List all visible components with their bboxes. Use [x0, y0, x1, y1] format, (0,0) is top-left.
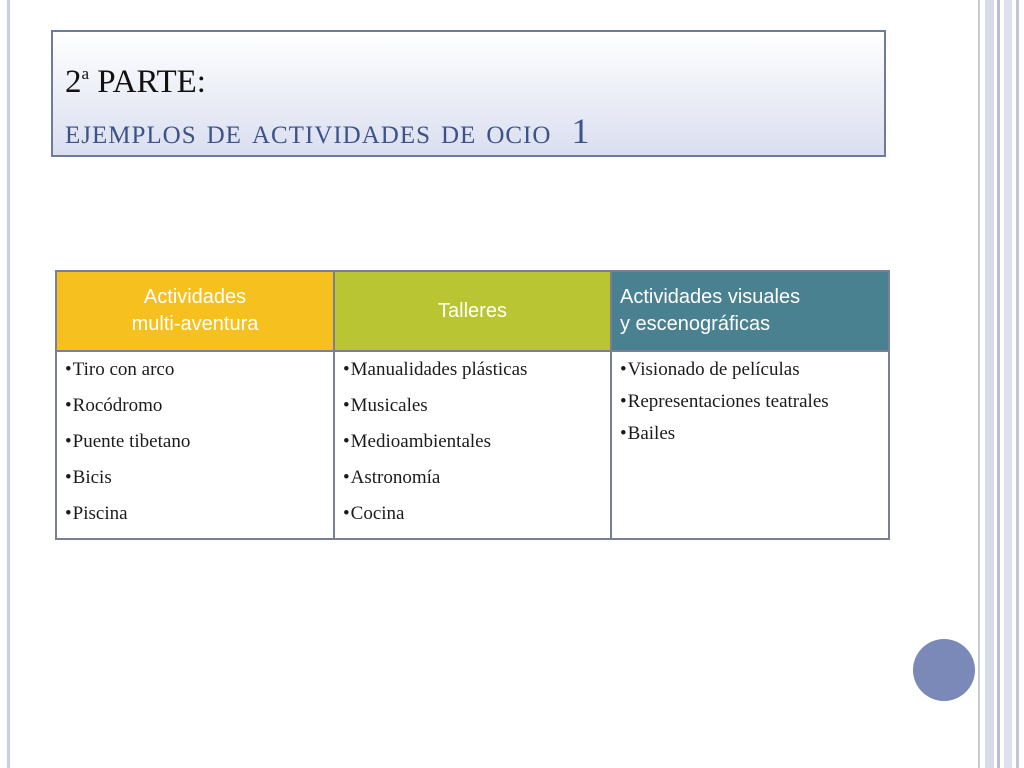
list-item: • Musicales [343, 394, 605, 418]
slide-subtitle [65, 110, 590, 152]
cell-multi-aventura [56, 351, 334, 539]
stripe [997, 0, 1000, 768]
header-line: Talleres [438, 299, 507, 322]
list-item: • Piscina [65, 502, 328, 526]
slide-title-box [51, 30, 886, 157]
header-line: y escenográficas [620, 313, 771, 335]
cell-visuales [611, 351, 889, 539]
list-item: • Bailes [620, 422, 883, 446]
cell-talleres [334, 351, 611, 539]
header-visuales [611, 271, 889, 351]
list-item: • Manualidades plásticas [343, 358, 605, 382]
stripe [1016, 0, 1019, 768]
list-item: • Puente tibetano [65, 430, 328, 454]
list-item: • Visionado de películas [620, 358, 883, 382]
stripe [1004, 0, 1012, 768]
subtitle-text: ejemplos de actividades de ocio [65, 111, 552, 151]
list-item: • Astronomía [343, 466, 605, 490]
table-row [56, 351, 889, 539]
list-item: • Tiro con arco [65, 358, 328, 382]
header-talleres [334, 271, 611, 351]
slide-title [65, 64, 206, 101]
header-line: multi-aventura [131, 313, 259, 335]
title-number: 2 [65, 64, 82, 100]
title-heading: PARTE: [97, 64, 206, 100]
header-line: Actividades [143, 286, 247, 308]
left-decorative-rule [7, 0, 10, 768]
header-multi-aventura [56, 271, 334, 351]
stripe [978, 0, 980, 768]
header-line: Actividades visuales [620, 286, 801, 308]
table-header-row [56, 271, 889, 351]
activity-list [343, 358, 605, 526]
activities-table [55, 270, 890, 540]
activity-list [65, 358, 328, 526]
list-item: • Medioambientales [343, 430, 605, 454]
subtitle-number: 1 [571, 111, 591, 151]
list-item: • Rocódromo [65, 394, 328, 418]
title-superscript: a [81, 64, 90, 83]
stripe [985, 0, 994, 768]
right-decorative-stripes [978, 0, 1024, 768]
list-item: • Bicis [65, 466, 328, 490]
list-item: • Representaciones teatrales [620, 390, 883, 414]
decorative-circle [913, 639, 975, 701]
activity-list [620, 358, 883, 446]
list-item: • Cocina [343, 502, 605, 526]
